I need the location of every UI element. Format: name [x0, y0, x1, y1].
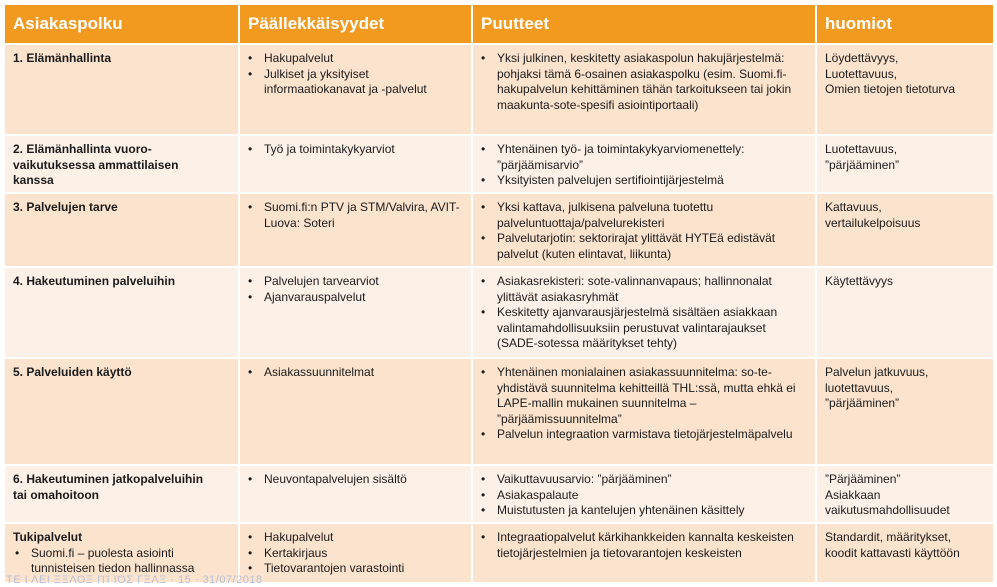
list-item: • Kertakirjaus: [264, 546, 465, 562]
table-row: [4, 358, 994, 465]
topic-label: 2. Elämänhallinta vuoro-: [13, 142, 152, 156]
note-line: Käytettävyys: [825, 274, 894, 288]
table-row: [4, 267, 994, 358]
topic-cell: [4, 44, 239, 135]
header-paallekkaisyydet: Päällekkäisyydet: [239, 4, 472, 44]
gaps-cell: [472, 44, 816, 135]
topic-label: Tukipalvelut: [13, 530, 83, 544]
header-puutteet: Puutteet: [472, 4, 816, 44]
note-line: Omien tietojen tietoturva: [825, 82, 956, 97]
topic-label: 6. Hakeutuminen jatkopalveluihin: [13, 472, 204, 486]
overlaps-cell: [239, 135, 472, 193]
gaps-cell: [472, 267, 816, 358]
note-line: vertailukelpoisuus: [825, 215, 921, 230]
list-item: • Palvelun integraation varmistava tietojärjestelmäpalvelu: [497, 427, 809, 443]
table-row: [4, 135, 994, 193]
notes-cell: [816, 465, 994, 523]
notes-cell: [816, 44, 994, 135]
list-item: • Suomi.fi – puolesta asiointi tunnisteisen tiedon hallinnassa: [31, 546, 232, 577]
overlaps-cell: [239, 465, 472, 523]
topic-cell: [4, 135, 239, 193]
list-item: • Yksi julkinen, keskitetty asiakaspolun hakujärjestelmä: pohjaksi tämä 6-osainen asiakaspolku (esim. Suomi.fi-hakupalvelun kehittäminen tähän tarkoitukseen tai jokin maakunta-sote-spesifi asiointiportaali): [497, 51, 809, 113]
topic-label: vaikutuksessa ammattilaisen: [13, 157, 179, 172]
note-line: ”pärjääminen”: [825, 396, 900, 411]
note-line: ”Pärjääminen”: [825, 472, 901, 486]
notes-cell: [816, 267, 994, 358]
notes-cell: [816, 135, 994, 193]
overlaps-cell: [239, 523, 472, 583]
slide-footer: ΤΕ Ι ΛΕΙ ΞΞΛΟΞ ΙΊΊ ΙΌΣ ΓΞΛΞ · 15 · 31/07/2018: [6, 574, 263, 586]
gaps-cell: [472, 358, 816, 465]
list-item: • Yhtenäinen monialainen asiakassuunnitelma: so-te-yhdistävä suunnitelma kehitteillä THL:ssä, mutta ehkä ei LAPE-mallin mukainen suunnitelma – ”pärjäämissuunnitelma”: [497, 365, 809, 427]
header-asiakaspolku: Asiakaspolku: [4, 4, 239, 44]
list-item: • Hakupalvelut: [264, 530, 465, 546]
note-line: Standardit, määritykset,: [825, 530, 952, 544]
topic-cell: [4, 358, 239, 465]
overlaps-cell: [239, 267, 472, 358]
notes-cell: [816, 358, 994, 465]
list-item: • Palvelujen tarvearviot: [264, 274, 465, 290]
list-item: • Keskitetty ajanvarausjärjestelmä sisältäen asiakkaan valintamahdollisuuksiin perustuvat valintarajaukset (SADE-sotessa määritykset tehty): [497, 305, 809, 352]
overlaps-cell: [239, 193, 472, 267]
list-item: • Suomi.fi:n PTV ja STM/Valvira, AVIT- Luova: Soteri: [264, 200, 465, 231]
note-line: luotettavuus,: [825, 380, 894, 395]
list-item: • Hakupalvelut: [264, 51, 465, 67]
header-huomiot: huomiot: [816, 4, 994, 44]
note-line: Asiakkaan: [825, 487, 881, 502]
note-line: Luotettavuus,: [825, 66, 898, 81]
note-line: Löydettävyys,: [825, 51, 899, 65]
topic-label: 3. Palvelujen tarve: [13, 200, 118, 214]
gaps-cell: [472, 465, 816, 523]
list-item: • Tietovarantojen varastointi: [264, 561, 465, 577]
list-item: • Julkiset ja yksityiset informaatiokanavat ja -palvelut: [264, 67, 465, 98]
topic-label: kanssa: [13, 173, 54, 188]
note-line: vaikutusmahdollisuudet: [825, 503, 950, 518]
comparison-table: [3, 3, 995, 584]
list-item: • Neuvontapalvelujen sisältö: [264, 472, 465, 488]
gaps-cell: [472, 193, 816, 267]
note-line: Luotettavuus,: [825, 142, 898, 156]
table-row: [4, 465, 994, 523]
topic-cell: [4, 193, 239, 267]
list-item: • Asiakasrekisteri: sote-valinnanvapaus; hallinnonalat ylittävät asiakasryhmät: [497, 274, 809, 305]
gaps-cell: [472, 135, 816, 193]
list-item: • Yhtenäinen työ- ja toimintakykyarviomenettely: ”pärjäämisarvio”: [497, 142, 809, 173]
list-item: • Ajanvarauspalvelut: [264, 290, 465, 306]
topic-label: 4. Hakeutuminen palveluihin: [13, 274, 176, 288]
note-line: Kattavuus,: [825, 200, 882, 214]
list-item: • Työ ja toimintakykyarviot: [264, 142, 465, 158]
table-row: [4, 44, 994, 135]
list-item: • Asiakassuunnitelmat: [264, 365, 465, 381]
table-row: [4, 193, 994, 267]
notes-cell: [816, 523, 994, 583]
note-line: koodit kattavasti käyttöön: [825, 545, 960, 560]
header-row: [4, 4, 994, 44]
list-item: • Palvelutarjotin: sektorirajat ylittävät HYTEä edistävät palvelut (kuten elintavat, liikunta): [497, 231, 809, 262]
list-item: • Vaikuttavuusarvio: ”pärjääminen”: [497, 472, 809, 488]
list-item: • Yksityisten palvelujen sertifiointijärjestelmä: [497, 173, 809, 189]
note-line: Palvelun jatkuvuus,: [825, 365, 929, 379]
notes-cell: [816, 193, 994, 267]
note-line: ”pärjääminen”: [825, 157, 900, 172]
topic-cell: [4, 267, 239, 358]
topic-label: 1. Elämänhallinta: [13, 51, 112, 65]
topic-label: tai omahoitoon: [13, 487, 99, 502]
topic-cell: [4, 465, 239, 523]
list-item: • Yksi kattava, julkisena palveluna tuotettu palveluntuottaja/palvelurekisteri: [497, 200, 809, 231]
list-item: • Muistutusten ja kantelujen yhtenäinen käsittely: [497, 503, 809, 519]
overlaps-cell: [239, 44, 472, 135]
list-item: • Asiakaspalaute: [497, 488, 809, 504]
list-item: • Integraatiopalvelut kärkihankkeiden kannalta keskeisten tietojärjestelmien ja tietovarantojen keskeisten: [497, 530, 809, 561]
overlaps-cell: [239, 358, 472, 465]
topic-label: 5. Palveluiden käyttö: [13, 365, 132, 379]
gaps-cell: [472, 523, 816, 583]
